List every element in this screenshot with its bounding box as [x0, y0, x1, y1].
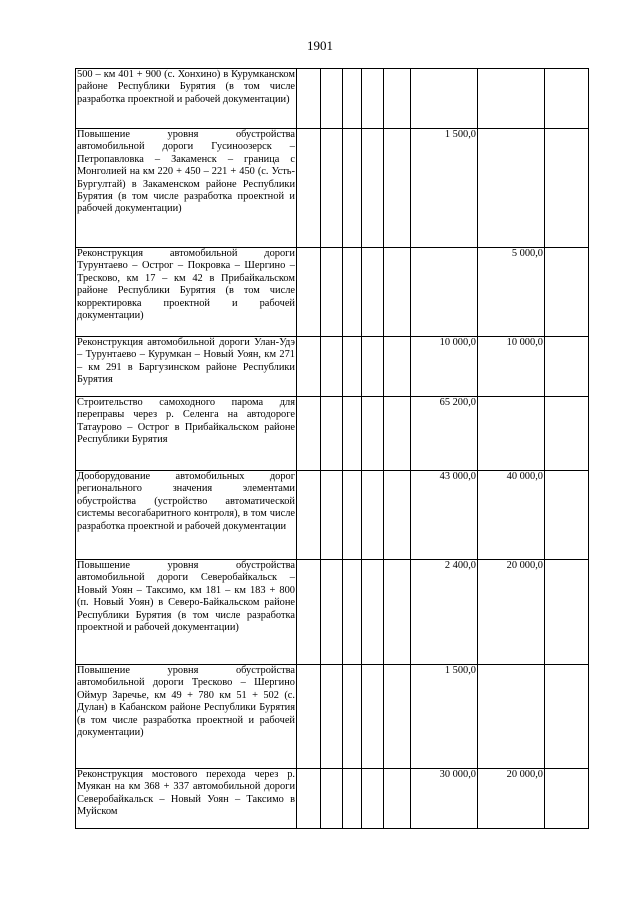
- empty-cell: [321, 69, 343, 129]
- table-row: [76, 769, 589, 829]
- empty-cell: [384, 337, 411, 397]
- empty-cell: [321, 248, 343, 337]
- empty-cell: [384, 248, 411, 337]
- empty-cell: [343, 69, 362, 129]
- row-description: Реконструкция автомобильной дороги Улан-Удэ – Турунтаево – Курумкан – Новый Уоян, км 271 – км 291 в Баргузинском районе Республики Бурятия: [76, 337, 297, 397]
- empty-cell: [362, 471, 384, 560]
- page-number: 1901: [307, 38, 333, 53]
- amount-cell: 1 500,0: [411, 129, 478, 248]
- amount-cell: 43 000,0: [411, 471, 478, 560]
- empty-cell: [362, 769, 384, 829]
- empty-cell: [321, 397, 343, 471]
- empty-cell: [545, 69, 589, 129]
- empty-cell: [362, 129, 384, 248]
- amount-cell: [478, 397, 545, 471]
- row-description: Строительство самоходного парома для переправы через р. Селенга на автодороге Татаурово – Острог в Прибайкальском районе Республики Бурятия: [76, 397, 297, 471]
- empty-cell: [297, 337, 321, 397]
- table-row: [76, 560, 589, 665]
- empty-cell: [321, 129, 343, 248]
- row-description: Повышение уровня обустройства автомобильной дороги Тресково – Шергино Оймур Заречье, км 49 + 780 км 51 + 502 (с. Дулан) в Кабанском районе Республики Бурятия (в том числе разработка проектной и рабочей документации): [76, 665, 297, 769]
- empty-cell: [321, 560, 343, 665]
- empty-cell: [545, 665, 589, 769]
- empty-cell: [297, 471, 321, 560]
- empty-cell: [384, 397, 411, 471]
- empty-cell: [297, 69, 321, 129]
- table-row: [76, 248, 589, 337]
- amount-cell: [411, 69, 478, 129]
- row-description: Реконструкция автомобильной дороги Турунтаево – Острог – Покровка – Шергино – Тресково, км 17 – км 42 в Прибайкальском районе Республики Бурятия (в том числе корректировка проектной и рабочей документации): [76, 248, 297, 337]
- empty-cell: [343, 129, 362, 248]
- empty-cell: [343, 471, 362, 560]
- empty-cell: [321, 471, 343, 560]
- empty-cell: [297, 397, 321, 471]
- empty-cell: [343, 665, 362, 769]
- empty-cell: [545, 337, 589, 397]
- empty-cell: [343, 337, 362, 397]
- table-row: [76, 129, 589, 248]
- amount-cell: [411, 248, 478, 337]
- amount-cell: 65 200,0: [411, 397, 478, 471]
- amount-cell: 10 000,0: [478, 337, 545, 397]
- amount-cell: 30 000,0: [411, 769, 478, 829]
- empty-cell: [362, 248, 384, 337]
- empty-cell: [297, 248, 321, 337]
- empty-cell: [384, 560, 411, 665]
- empty-cell: [297, 665, 321, 769]
- empty-cell: [545, 397, 589, 471]
- empty-cell: [384, 129, 411, 248]
- empty-cell: [384, 665, 411, 769]
- amount-cell: 1 500,0: [411, 665, 478, 769]
- empty-cell: [321, 337, 343, 397]
- empty-cell: [384, 69, 411, 129]
- empty-cell: [297, 769, 321, 829]
- amount-cell: [478, 665, 545, 769]
- empty-cell: [545, 248, 589, 337]
- amount-cell: 5 000,0: [478, 248, 545, 337]
- empty-cell: [545, 471, 589, 560]
- empty-cell: [343, 769, 362, 829]
- amount-cell: 20 000,0: [478, 560, 545, 665]
- empty-cell: [545, 560, 589, 665]
- empty-cell: [384, 471, 411, 560]
- empty-cell: [362, 397, 384, 471]
- row-description: 500 – км 401 + 900 (с. Хонхино) в Курумканском районе Республики Бурятия (в том числе разработка проектной и рабочей документации): [76, 69, 297, 129]
- empty-cell: [362, 69, 384, 129]
- row-description: Реконструкция мостового перехода через р. Муякан на км 368 + 337 автомобильной дороги Северобайкальск – Новый Уоян – Таксимо в Муйском: [76, 769, 297, 829]
- amount-cell: [478, 69, 545, 129]
- empty-cell: [297, 560, 321, 665]
- empty-cell: [362, 560, 384, 665]
- amount-cell: 20 000,0: [478, 769, 545, 829]
- amount-cell: 40 000,0: [478, 471, 545, 560]
- table-row: [76, 337, 589, 397]
- empty-cell: [343, 560, 362, 665]
- empty-cell: [362, 665, 384, 769]
- table-row: [76, 665, 589, 769]
- empty-cell: [321, 769, 343, 829]
- amount-cell: 10 000,0: [411, 337, 478, 397]
- table-row: [76, 471, 589, 560]
- row-description: Повышение уровня обустройства автомобильной дороги Северобайкальск – Новый Уоян – Таксимо, км 181 – км 183 + 800 (п. Новый Уоян) в Северо-Байкальском районе Республики Бурятия (в том числе разработка проектной и рабочей документации): [76, 560, 297, 665]
- empty-cell: [297, 129, 321, 248]
- row-description: Дооборудование автомобильных дорог регионального значения элементами обустройства (устройство автоматической системы весогабаритного контроля), в том числе разработка проектной и рабочей документации: [76, 471, 297, 560]
- amount-cell: 2 400,0: [411, 560, 478, 665]
- empty-cell: [362, 337, 384, 397]
- amount-cell: [478, 129, 545, 248]
- empty-cell: [545, 129, 589, 248]
- row-description: Повышение уровня обустройства автомобильной дороги Гусиноозерск – Петропавловка – Закаменск – граница с Монголией на км 220 + 450 – 221 + 450 (с. Усть-Бургултай) в Закаменском районе Республики Бурятия (в том числе разработка проектной и рабочей документации): [76, 129, 297, 248]
- empty-cell: [321, 665, 343, 769]
- budget-table: [75, 68, 589, 829]
- empty-cell: [384, 769, 411, 829]
- table-row: [76, 397, 589, 471]
- table-row: [76, 69, 589, 129]
- empty-cell: [343, 397, 362, 471]
- empty-cell: [545, 769, 589, 829]
- empty-cell: [343, 248, 362, 337]
